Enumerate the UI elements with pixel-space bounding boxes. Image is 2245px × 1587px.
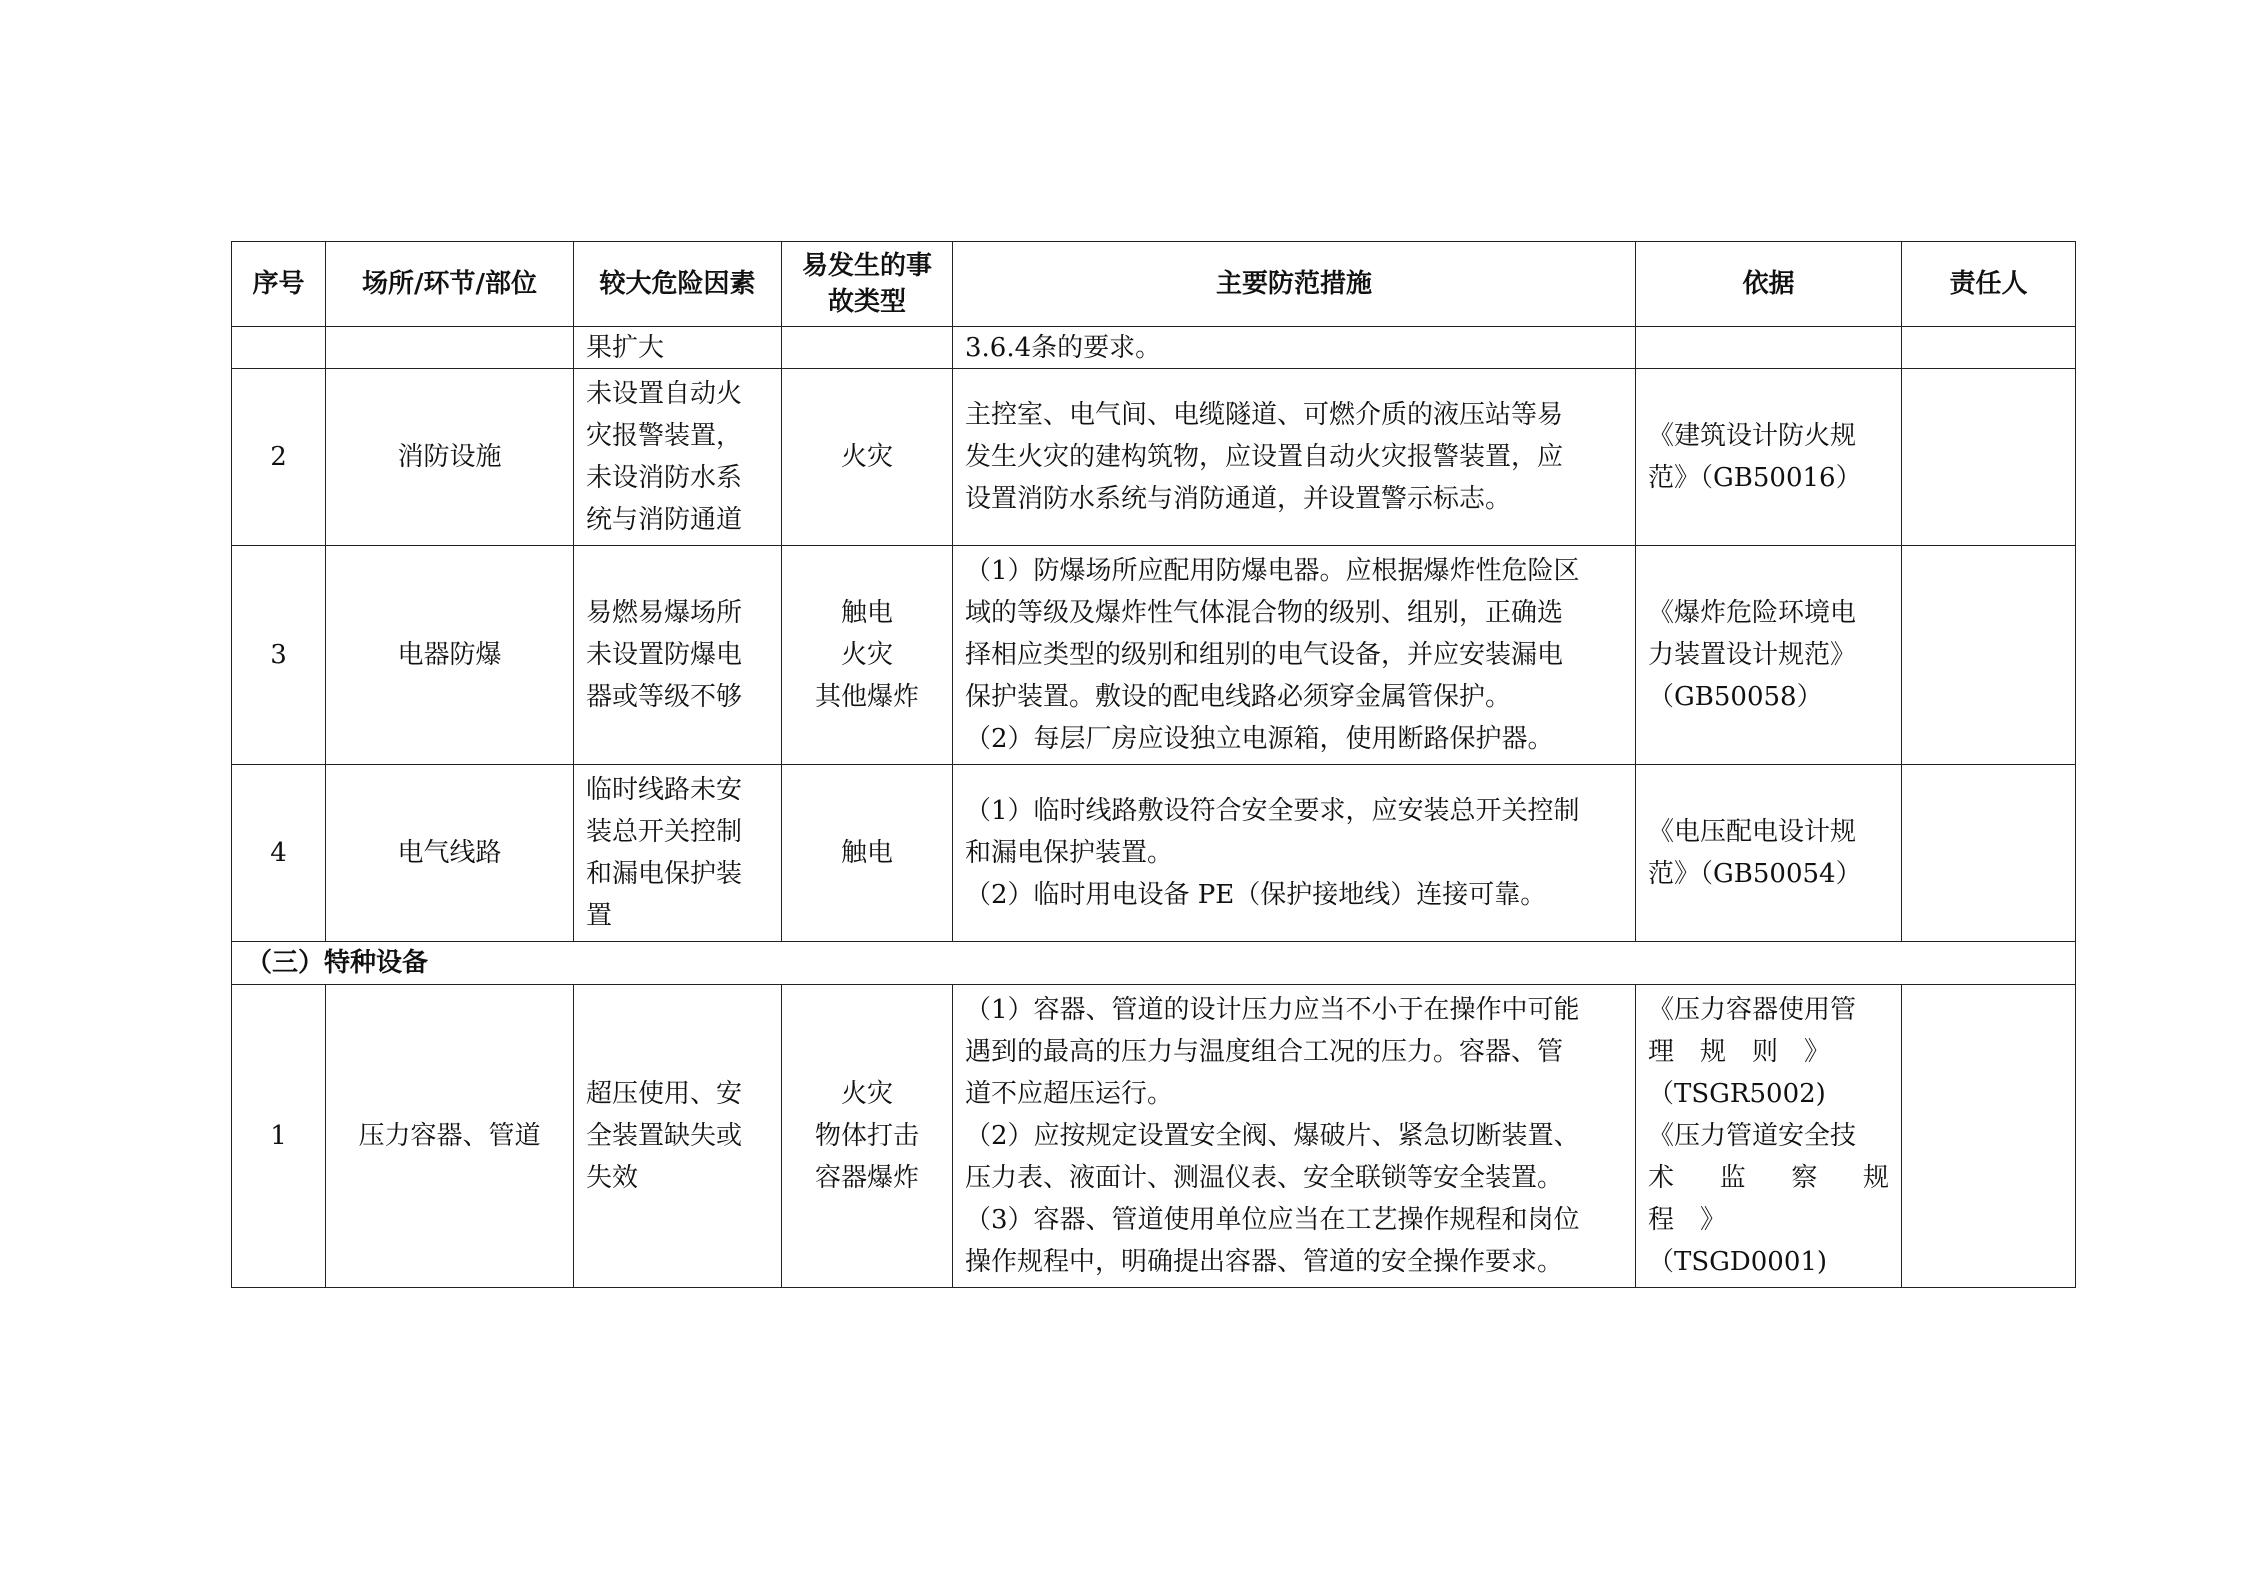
cell-accident — [782, 985, 953, 1288]
cell-measures-line: 域的等级及爆炸性气体混合物的级别、组别，正确选 — [965, 598, 1564, 628]
col-header-owner: 责任人 — [1902, 242, 2076, 327]
cell-accident — [782, 369, 953, 546]
cell-measures-line: （2）临时用电设备 PE（保护接地线）连接可靠。 — [965, 880, 1547, 910]
cell-hazard-line: 和漏电保护装 — [586, 859, 743, 889]
cell-owner — [1902, 369, 2076, 546]
cell-basis — [1636, 546, 1902, 765]
cell-accident — [782, 327, 953, 369]
cell-place: 消防设施 — [326, 369, 574, 546]
cell-basis-line: 《压力管道安全技 — [1648, 1121, 1857, 1151]
cell-place: 电气线路 — [326, 765, 574, 942]
cell-hazard-line: 装总开关控制 — [586, 817, 743, 847]
cell-owner — [1902, 765, 2076, 942]
cell-basis — [1636, 765, 1902, 942]
col-header-no: 序号 — [232, 242, 326, 327]
cell-accident-line: 触电 — [840, 598, 893, 628]
cell-no: 2 — [232, 369, 326, 546]
cell-hazard-line: 全装置缺失或 — [586, 1121, 743, 1151]
cell-measures — [953, 765, 1636, 942]
cell-measures-line: 压力表、液面计、测温仪表、安全联锁等安全装置。 — [965, 1163, 1564, 1193]
cell-no: 1 — [232, 985, 326, 1288]
cell-basis-line: 术 监 察 规 程 》 — [1648, 1163, 1916, 1235]
cell-place: 电器防爆 — [326, 546, 574, 765]
cell-hazard-line: 置 — [586, 901, 613, 931]
cell-no: 4 — [232, 765, 326, 942]
cell-basis-line: （GB50058） — [1648, 682, 1823, 712]
cell-measures-line: 道不应超压运行。 — [965, 1079, 1174, 1109]
cell-accident-line: 火灾 — [840, 640, 893, 670]
cell-hazard — [574, 369, 782, 546]
cell-measures-line: （1）临时线路敷设符合安全要求，应安装总开关控制 — [965, 796, 1580, 826]
cell-basis-line: 理 规 则 》 — [1648, 1037, 1831, 1067]
table-row — [232, 546, 2076, 765]
cell-basis-line: 力装置设计规范》 — [1648, 640, 1857, 670]
cell-hazard-line: 易燃易爆场所 — [586, 598, 743, 628]
cell-basis-line: 范》（GB50054） — [1648, 859, 1862, 889]
header-row — [232, 242, 2076, 327]
cell-hazard-line: 器或等级不够 — [586, 682, 743, 712]
cell-accident-line: 火灾 — [840, 442, 893, 472]
table-row — [232, 985, 2076, 1288]
cell-place: 压力容器、管道 — [326, 985, 574, 1288]
cell-hazard-line: 灾报警装置， — [586, 421, 743, 451]
cell-accident-line: 物体打击 — [814, 1121, 919, 1151]
cell-hazard: 果扩大 — [574, 327, 782, 369]
cell-basis-line: 范》（GB50016） — [1648, 463, 1862, 493]
section-title: （三）特种设备 — [232, 942, 2076, 985]
cell-hazard-line: 未设置自动火 — [586, 379, 743, 409]
cell-basis-line: 《电压配电设计规 — [1648, 817, 1857, 847]
table-row — [232, 369, 2076, 546]
cell-measures-line: （3）容器、管道使用单位应当在工艺操作规程和岗位 — [965, 1205, 1580, 1235]
hazard-table — [231, 241, 2076, 1288]
cell-basis-line: 《建筑设计防火规 — [1648, 421, 1857, 451]
cell-measures-line: 遇到的最高的压力与温度组合工况的压力。容器、管 — [965, 1037, 1564, 1067]
cell-basis-line: （TSGR5002) — [1648, 1079, 1826, 1109]
cell-owner — [1902, 327, 2076, 369]
cell-measures-line: 发生火灾的建构筑物，应设置自动火灾报警装置，应 — [965, 442, 1564, 472]
cell-hazard — [574, 765, 782, 942]
cell-measures — [953, 546, 1636, 765]
cell-accident-line: 火灾 — [840, 1079, 893, 1109]
cell-basis — [1636, 985, 1916, 1288]
cell-basis — [1636, 327, 1902, 369]
col-header-accident — [782, 242, 953, 327]
col-header-basis: 依据 — [1636, 242, 1902, 327]
table-row — [232, 765, 2076, 942]
col-header-measures: 主要防范措施 — [953, 242, 1636, 327]
col-header-accident-line1: 易发生的事 — [801, 251, 932, 281]
cell-owner — [1902, 985, 2076, 1288]
col-header-accident-line2: 故类型 — [827, 287, 906, 317]
cell-accident — [782, 765, 953, 942]
cell-basis — [1636, 369, 1902, 546]
cell-measures-line: （2）应按规定设置安全阀、爆破片、紧急切断装置、 — [965, 1121, 1580, 1151]
cell-measures-line: （1）容器、管道的设计压力应当不小于在操作中可能 — [965, 995, 1580, 1025]
cell-hazard-line: 临时线路未安 — [586, 775, 743, 805]
cell-basis-line: （TSGD0001) — [1648, 1247, 1828, 1277]
cell-no — [232, 327, 326, 369]
cell-basis-line: 《压力容器使用管 — [1648, 995, 1857, 1025]
cell-hazard-line: 未设置防爆电 — [586, 640, 743, 670]
continuation-row — [232, 327, 2076, 369]
col-header-place: 场所/环节/部位 — [326, 242, 574, 327]
cell-accident-line: 触电 — [840, 838, 893, 868]
cell-measures-line: （2）每层厂房应设独立电源箱，使用断路保护器。 — [965, 724, 1554, 754]
cell-measures — [953, 369, 1636, 546]
cell-hazard-line: 统与消防通道 — [586, 505, 743, 535]
cell-measures: 3.6.4条的要求。 — [953, 327, 1636, 369]
cell-measures — [953, 985, 1636, 1288]
cell-accident — [782, 546, 953, 765]
cell-measures-line: 设置消防水系统与消防通道，并设置警示标志。 — [965, 484, 1512, 514]
cell-measures-line: 择相应类型的级别和组别的电气设备，并应安装漏电 — [965, 640, 1564, 670]
cell-measures-line: 保护装置。敷设的配电线路必须穿金属管保护。 — [965, 682, 1512, 712]
cell-place — [326, 327, 574, 369]
col-header-hazard: 较大危险因素 — [574, 242, 782, 327]
cell-hazard — [574, 985, 782, 1288]
section-row — [232, 942, 2076, 985]
cell-measures-line: 操作规程中，明确提出容器、管道的安全操作要求。 — [965, 1247, 1564, 1277]
cell-hazard-line: 未设消防水系 — [586, 463, 743, 493]
cell-measures-line: （1）防爆场所应配用防爆电器。应根据爆炸性危险区 — [965, 556, 1580, 586]
cell-basis-line: 《爆炸危险环境电 — [1648, 598, 1857, 628]
cell-hazard-line: 超压使用、安 — [586, 1079, 743, 1109]
cell-measures-line: 主控室、电气间、电缆隧道、可燃介质的液压站等易 — [965, 400, 1564, 430]
cell-measures-line: 和漏电保护装置。 — [965, 838, 1174, 868]
cell-accident-line: 容器爆炸 — [814, 1163, 919, 1193]
cell-hazard-line: 失效 — [586, 1163, 639, 1193]
cell-owner — [1902, 546, 2076, 765]
cell-hazard — [574, 546, 782, 765]
cell-no: 3 — [232, 546, 326, 765]
cell-accident-line: 其他爆炸 — [814, 682, 919, 712]
